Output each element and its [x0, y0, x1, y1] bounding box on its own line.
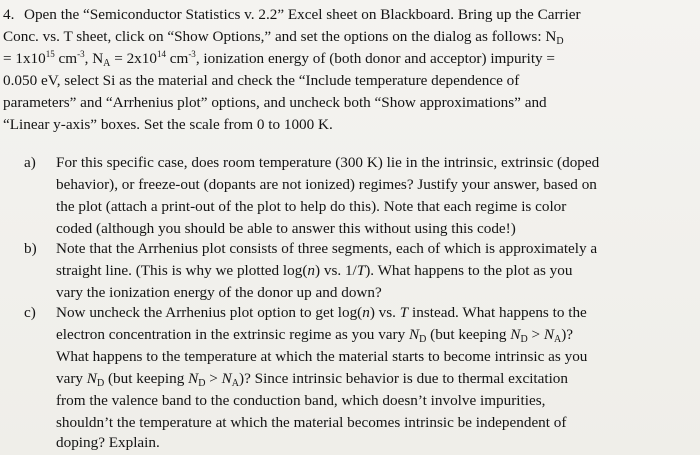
part-a-line: the plot (attach a print-out of the plot to help do this). Note that each regime is color [56, 198, 567, 215]
problem-line-6: “Linear y-axis” boxes. Set the scale from 0 to 1000 K. [3, 116, 333, 133]
problem-line-5: parameters” and “Arrhenius plot” options, and uncheck both “Show approximations” and [3, 94, 547, 111]
problem-line-2: Conc. vs. T sheet, click on “Show Options,” and set the options on the dialog as follows: $N_D$ [3, 28, 564, 47]
part-b-line: straight line. (This is why we plotted log(n) vs. 1/T). What happens to the plot as you [56, 262, 573, 279]
part-b-label: b) [24, 240, 37, 257]
part-c-line: vary $N_D$ (but keeping $N_D > N_A$)? Since intrinsic behavior is due to thermal excitation [56, 370, 568, 389]
part-c-line: from the valence band to the conduction band, which doesn’t involve impurities, [56, 392, 546, 409]
part-c-line: shouldn’t the temperature at which the material becomes intrinsic be independent of [56, 414, 567, 431]
part-c-line: electron concentration in the extrinsic regime as you vary $N_D$ (but keeping $N_D > N_A$)? [56, 326, 574, 345]
part-c-label: c) [24, 304, 36, 321]
part-a-line: coded (although you should be able to answer this without using this code!) [56, 220, 516, 237]
part-c-line: doping? Explain. [56, 434, 160, 451]
problem-line-4: 0.050 eV, select Si as the material and check the “Include temperature dependence of [3, 72, 520, 89]
part-c-line: Now uncheck the Arrhenius plot option to get log(n) vs. T instead. What happens to the [56, 304, 587, 321]
problem-number: 4. [3, 6, 15, 23]
part-b-line: vary the ionization energy of the donor up and down? [56, 284, 382, 301]
problem-line-3: = $1x10^{15}$ $cm^{-3}$, $N_A = 2x10^{14}$ $cm^{-3}$, ionization energy of (both donor and acceptor) impurity = [3, 49, 555, 69]
part-a-line: For this specific case, does room temperature (300 K) lie in the intrinsic, extrinsic (doped [56, 154, 600, 171]
part-a-label: a) [24, 154, 36, 171]
part-a-line: behavior), or freeze-out (dopants are not ionized) regimes? Justify your answer, based on [56, 176, 597, 193]
part-c-line: What happens to the temperature at which the material starts to become intrinsic as you [56, 348, 588, 365]
part-b-line: Note that the Arrhenius plot consists of three segments, each of which is approximately a [56, 240, 598, 257]
problem-line-1: Open the “Semiconductor Statistics v. 2.2” Excel sheet on Blackboard. Bring up the Carrier [24, 6, 581, 23]
